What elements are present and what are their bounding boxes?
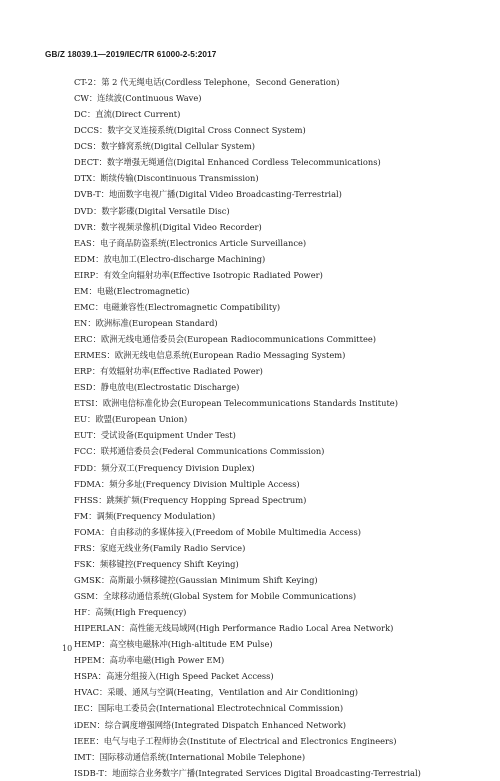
- abbreviation-entry: EAS：电子商品防盗系统(Electronics Article Surveillance): [74, 237, 307, 248]
- abbreviation-entry: FM：调频(Frequency Modulation): [74, 510, 216, 521]
- abbreviation-entry: GMSK：高斯最小频移键控(Gaussian Minimum Shift Keying): [74, 574, 318, 585]
- abbreviation-entry: HF：高频(High Frequency): [74, 607, 187, 618]
- abbreviation-entry: HIPERLAN：高性能无线局域网(High Performance Radio Local Area Network): [74, 623, 394, 634]
- abbreviation-entry: ISDB-T：地面综合业务数字广播(Integrated Services Digital Broadcasting-Terrestrial): [74, 767, 421, 778]
- abbreviation-list: [74, 74, 484, 781]
- abbreviation-entry: FCC：联邦通信委员会(Federal Communications Commission): [74, 446, 325, 457]
- abbreviation-entry: GSM：全球移动通信系统(Global System for Mobile Communications): [74, 591, 357, 601]
- abbreviation-entry: IEEE：电气与电子工程师协会(Institute of Electrical and Electronics Engineers): [74, 735, 397, 746]
- abbreviation-entry: ESD：静电放电(Electrostatic Discharge): [74, 382, 240, 393]
- abbreviation-entry: iDEN：综合调度增强网络(Integrated Dispatch Enhanced Network): [74, 719, 346, 730]
- abbreviation-entry: DVD：数字影碟(Digital Versatile Disc): [74, 205, 230, 216]
- abbreviation-entry: CW：连续波(Continuous Wave): [74, 93, 202, 104]
- abbreviation-entry: ERMES：欧洲无线电信息系统(European Radio Messaging System): [74, 350, 346, 361]
- abbreviation-entry: EUT：受试设备(Equipment Under Test): [74, 430, 236, 441]
- abbreviation-entry: CT-2：第 2 代无绳电话(Cordless Telephone，Second Generation): [74, 77, 340, 87]
- abbreviation-entry: FHSS：跳频扩频(Frequency Hopping Spread Spectrum): [74, 494, 307, 505]
- abbreviation-entry: FDD：频分双工(Frequency Division Duplex): [74, 462, 255, 473]
- abbreviation-entry: FRS：家庭无线业务(Family Radio Service): [74, 542, 246, 553]
- abbreviation-entry: FSK：频移键控(Frequency Shift Keying): [74, 558, 239, 569]
- abbreviation-entry: EMC：电磁兼容性(Electromagnetic Compatibility): [74, 301, 281, 312]
- abbreviation-entry: DTX：断续传输(Discontinuous Transmission): [74, 173, 259, 184]
- abbreviation-entry: EN：欧洲标准(European Standard): [74, 317, 218, 328]
- abbreviation-entry: DCS：数字蜂窝系统(Digital Cellular System): [74, 141, 255, 152]
- abbreviation-entry: EM：电磁(Electromagnetic): [74, 285, 190, 296]
- abbreviation-entry: DCCS：数字交叉连接系统(Digital Cross Connect System): [74, 125, 306, 136]
- abbreviation-entry: FOMA：自由移动的多媒体接入(Freedom of Mobile Multimedia Access): [74, 526, 362, 537]
- abbreviation-entry: HVAC：采暖、通风与空调(Heating，Ventilation and Air Conditioning): [74, 687, 358, 698]
- abbreviation-entry: DECT：数字增强无绳通信(Digital Enhanced Cordless Telecommunications): [74, 157, 381, 168]
- page-number: 10: [62, 644, 73, 653]
- abbreviation-entry: EDM：放电加工(Electro-discharge Machining): [74, 253, 266, 264]
- abbreviation-entry: EU：欧盟(European Union): [74, 414, 188, 425]
- abbreviation-entry: ERP：有效辐射功率(Effective Radiated Power): [74, 366, 263, 377]
- abbreviation-entry: IMT：国际移动通信系统(International Mobile Telephone): [74, 751, 306, 762]
- abbreviation-entry: DC：直流(Direct Current): [74, 109, 181, 120]
- abbreviation-entry: EIRP：有效全向辐射功率(Effective Isotropic Radiated Power): [74, 269, 323, 280]
- abbreviation-entry: IEC：国际电工委员会(International Electrotechnical Commission): [74, 703, 344, 714]
- abbreviation-entry: DVB-T：地面数字电视广播(Digital Video Broadcasting-Terrestrial): [74, 189, 342, 200]
- abbreviation-entry: HSPA：高速分组接入(High Speed Packet Access): [74, 671, 274, 682]
- abbreviation-entry: FDMA：频分多址(Frequency Division Multiple Access): [74, 478, 300, 489]
- abbreviation-entry: DVR：数字视频录像机(Digital Video Recorder): [74, 221, 262, 232]
- abbreviation-entry: ERC：欧洲无线电通信委员会(European Radiocommunications Committee): [74, 334, 376, 344]
- abbreviation-entry: ETSI：欧洲电信标准化协会(European Telecommunications Standards Institute): [74, 398, 398, 409]
- abbreviation-entry: HEMP：高空核电磁脉冲(High-altitude EM Pulse): [74, 639, 273, 650]
- standard-header: GB/Z 18039.1—2019/IEC/TR 61000-2-5:2017: [45, 50, 217, 59]
- abbreviation-entry: HPEM：高功率电磁(High Power EM): [74, 655, 225, 666]
